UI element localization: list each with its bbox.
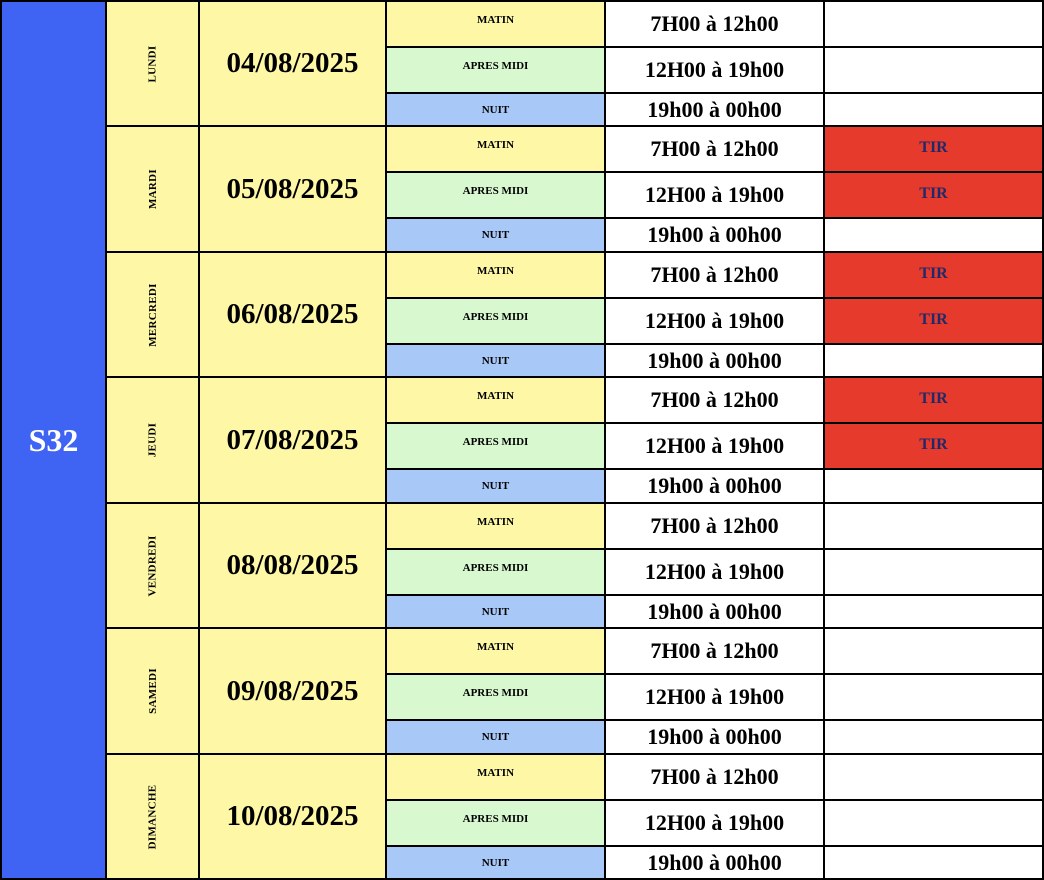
slot-hours: 12H00 à 19h00 bbox=[644, 559, 785, 584]
slot-label: NUIT bbox=[481, 229, 510, 241]
date-cell-jeudi bbox=[200, 378, 385, 502]
slot-label-cell bbox=[387, 48, 604, 92]
slot-label-cell bbox=[387, 470, 604, 502]
slot-hours-cell bbox=[606, 755, 823, 799]
slot-hours: 7H00 à 12h00 bbox=[650, 11, 779, 36]
status-label: TIR bbox=[919, 265, 948, 282]
slot-label: NUIT bbox=[481, 856, 510, 869]
slot-label: MATIN bbox=[476, 516, 515, 528]
day-cell-lundi bbox=[107, 2, 198, 125]
day-cell-mardi bbox=[107, 127, 198, 251]
status-cell-tir[interactable] bbox=[825, 253, 1042, 297]
slot-hours: 7H00 à 12h00 bbox=[650, 764, 779, 789]
slot-label-cell bbox=[387, 755, 604, 799]
day-cell-mercredi bbox=[107, 253, 198, 376]
day-name: JEUDI bbox=[146, 422, 159, 458]
day-name: MERCREDI bbox=[146, 282, 159, 347]
slot-label: MATIN bbox=[476, 641, 515, 653]
slot-hours: 19h00 à 00h00 bbox=[647, 96, 782, 122]
slot-hours-cell bbox=[606, 48, 823, 92]
date-cell-dimanche bbox=[200, 755, 385, 878]
day-date: 09/08/2025 bbox=[226, 674, 359, 707]
status-cell-empty[interactable] bbox=[825, 847, 1042, 878]
slot-hours: 12H00 à 19h00 bbox=[644, 57, 785, 82]
status-cell-empty[interactable] bbox=[825, 345, 1042, 376]
slot-label: APRES MIDI bbox=[462, 60, 529, 72]
day-cell-vendredi bbox=[107, 504, 198, 627]
day-date: 10/08/2025 bbox=[226, 800, 359, 832]
day-cell-samedi bbox=[107, 629, 198, 753]
status-label: TIR bbox=[919, 139, 948, 156]
slot-label-cell bbox=[387, 550, 604, 594]
slot-label: NUIT bbox=[481, 605, 510, 618]
day-name: SAMEDI bbox=[146, 668, 159, 714]
day-name: LUNDI bbox=[146, 45, 159, 82]
slot-hours: 19h00 à 00h00 bbox=[647, 849, 782, 875]
slot-label-cell bbox=[387, 596, 604, 627]
slot-hours: 12H00 à 19h00 bbox=[644, 433, 785, 458]
slot-hours: 19h00 à 00h00 bbox=[647, 473, 782, 498]
slot-label-cell bbox=[387, 2, 604, 46]
slot-label: NUIT bbox=[481, 103, 510, 116]
slot-label-cell bbox=[387, 127, 604, 171]
status-cell-tir[interactable] bbox=[825, 127, 1042, 171]
slot-label: MATIN bbox=[476, 14, 515, 26]
status-cell-tir[interactable] bbox=[825, 173, 1042, 217]
slot-label: MATIN bbox=[476, 767, 515, 779]
status-cell-empty[interactable] bbox=[825, 629, 1042, 673]
slot-hours: 7H00 à 12h00 bbox=[650, 262, 779, 287]
status-cell-tir[interactable] bbox=[825, 299, 1042, 343]
slot-hours-cell bbox=[606, 127, 823, 171]
slot-hours: 12H00 à 19h00 bbox=[644, 182, 785, 207]
slot-hours: 12H00 à 19h00 bbox=[644, 308, 785, 333]
slot-label-cell bbox=[387, 424, 604, 468]
status-cell-empty[interactable] bbox=[825, 755, 1042, 799]
slot-label-cell bbox=[387, 299, 604, 343]
slot-hours: 12H00 à 19h00 bbox=[644, 810, 785, 835]
week-label: S32 bbox=[28, 421, 79, 458]
status-cell-empty[interactable] bbox=[825, 470, 1042, 502]
day-date: 04/08/2025 bbox=[226, 47, 359, 79]
day-cell-jeudi bbox=[107, 378, 198, 502]
slot-label: MATIN bbox=[476, 139, 515, 151]
slot-hours: 19h00 à 00h00 bbox=[647, 598, 782, 624]
slot-label: NUIT bbox=[481, 354, 510, 367]
slot-label-cell bbox=[387, 721, 604, 753]
status-cell-tir[interactable] bbox=[825, 424, 1042, 468]
slot-hours-cell bbox=[606, 173, 823, 217]
slot-hours-cell bbox=[606, 629, 823, 673]
slot-hours-cell bbox=[606, 675, 823, 719]
slot-hours-cell bbox=[606, 596, 823, 627]
day-cell-dimanche bbox=[107, 755, 198, 878]
slot-hours-cell bbox=[606, 219, 823, 251]
slot-label: APRES MIDI bbox=[462, 311, 529, 323]
slot-label-cell bbox=[387, 847, 604, 878]
status-cell-tir[interactable] bbox=[825, 378, 1042, 422]
slot-label-cell bbox=[387, 675, 604, 719]
status-cell-empty[interactable] bbox=[825, 2, 1042, 46]
slot-hours: 7H00 à 12h00 bbox=[650, 638, 779, 663]
status-cell-empty[interactable] bbox=[825, 550, 1042, 594]
slot-label: APRES MIDI bbox=[462, 813, 529, 825]
slot-label: APRES MIDI bbox=[462, 687, 529, 699]
slot-hours-cell bbox=[606, 253, 823, 297]
slot-hours-cell bbox=[606, 94, 823, 125]
slot-label-cell bbox=[387, 504, 604, 548]
slot-label: NUIT bbox=[481, 731, 510, 743]
slot-hours: 19h00 à 00h00 bbox=[647, 222, 782, 247]
day-name: DIMANCHE bbox=[146, 784, 159, 849]
slot-hours: 7H00 à 12h00 bbox=[650, 387, 779, 412]
slot-label-cell bbox=[387, 801, 604, 845]
status-cell-empty[interactable] bbox=[825, 219, 1042, 251]
slot-hours-cell bbox=[606, 801, 823, 845]
day-date: 08/08/2025 bbox=[226, 549, 359, 581]
day-date: 06/08/2025 bbox=[226, 298, 359, 330]
slot-hours: 19h00 à 00h00 bbox=[647, 347, 782, 373]
slot-hours: 7H00 à 12h00 bbox=[650, 136, 779, 161]
slot-hours-cell bbox=[606, 550, 823, 594]
slot-label: MATIN bbox=[476, 265, 515, 277]
status-label: TIR bbox=[919, 390, 948, 407]
slot-label: APRES MIDI bbox=[462, 436, 529, 448]
slot-label: NUIT bbox=[481, 480, 510, 492]
slot-hours-cell bbox=[606, 721, 823, 753]
slot-label-cell bbox=[387, 378, 604, 422]
slot-hours: 7H00 à 12h00 bbox=[650, 513, 779, 538]
status-label: TIR bbox=[919, 185, 948, 202]
slot-label-cell bbox=[387, 219, 604, 251]
slot-hours-cell bbox=[606, 847, 823, 878]
status-cell-empty[interactable] bbox=[825, 48, 1042, 92]
day-name: VENDREDI bbox=[146, 534, 159, 597]
day-date: 07/08/2025 bbox=[226, 423, 359, 456]
date-cell-vendredi bbox=[200, 504, 385, 627]
status-cell-empty[interactable] bbox=[825, 801, 1042, 845]
slot-hours-cell bbox=[606, 470, 823, 502]
slot-hours-cell bbox=[606, 424, 823, 468]
slot-label: APRES MIDI bbox=[462, 185, 529, 197]
slot-hours-cell bbox=[606, 504, 823, 548]
slot-label: MATIN bbox=[476, 390, 515, 402]
slot-hours-cell bbox=[606, 378, 823, 422]
slot-label-cell bbox=[387, 345, 604, 376]
status-cell-empty[interactable] bbox=[825, 675, 1042, 719]
slot-hours-cell bbox=[606, 299, 823, 343]
date-cell-mercredi bbox=[200, 253, 385, 376]
date-cell-lundi bbox=[200, 2, 385, 125]
slot-label-cell bbox=[387, 629, 604, 673]
slot-label-cell bbox=[387, 94, 604, 125]
slot-label-cell bbox=[387, 173, 604, 217]
status-cell-empty[interactable] bbox=[825, 504, 1042, 548]
slot-label: APRES MIDI bbox=[462, 562, 529, 574]
slot-hours: 12H00 à 19h00 bbox=[644, 684, 785, 709]
week-label-cell bbox=[2, 2, 105, 878]
status-cell-empty[interactable] bbox=[825, 596, 1042, 627]
day-name: MARDI bbox=[146, 169, 159, 209]
status-label: TIR bbox=[919, 436, 948, 453]
status-label: TIR bbox=[919, 311, 948, 328]
status-cell-empty[interactable] bbox=[825, 721, 1042, 753]
date-cell-mardi bbox=[200, 127, 385, 251]
date-cell-samedi bbox=[200, 629, 385, 753]
slot-label-cell bbox=[387, 253, 604, 297]
day-date: 05/08/2025 bbox=[226, 172, 359, 205]
slot-hours: 19h00 à 00h00 bbox=[647, 724, 782, 749]
slot-hours-cell bbox=[606, 345, 823, 376]
status-cell-empty[interactable] bbox=[825, 94, 1042, 125]
slot-hours-cell bbox=[606, 2, 823, 46]
